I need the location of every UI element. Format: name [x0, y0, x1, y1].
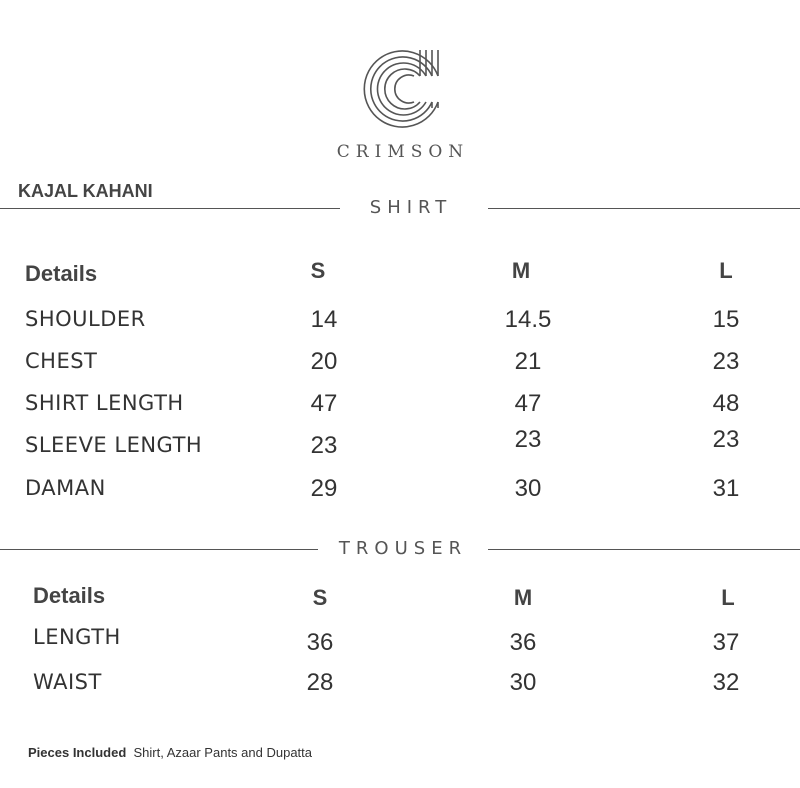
shirt-row-l: 31: [712, 475, 740, 502]
shirt-row-label: SLEEVE LENGTH: [25, 433, 203, 457]
shirt-header-l: L: [719, 258, 733, 283]
trouser-header-s: S: [312, 585, 328, 610]
trouser-row-m: 36: [509, 629, 537, 656]
trouser-row-label: WAIST: [33, 670, 102, 694]
trouser-header-m: M: [513, 585, 533, 610]
brand-name: CRIMSON: [336, 142, 470, 162]
shirt-header-s: S: [310, 258, 326, 283]
pieces-included: [28, 745, 312, 760]
trouser-row-m: 30: [509, 669, 537, 696]
shirt-row-label: CHEST: [25, 349, 98, 373]
shirt-row-m: 30: [514, 475, 542, 502]
shirt-section-title: SHIRT: [369, 197, 453, 218]
shirt-header-details: Details: [25, 261, 98, 286]
trouser-header-l: L: [721, 585, 735, 610]
trouser-header-details: Details: [33, 583, 106, 608]
shirt-row-m: 21: [514, 348, 542, 375]
shirt-row-label: DAMAN: [25, 476, 106, 500]
shirt-row-s: 20: [310, 348, 338, 375]
crimson-c-logo-icon: [358, 46, 444, 132]
shirt-row-s: 23: [310, 432, 338, 459]
shirt-row-m: 23: [514, 426, 542, 453]
shirt-divider-right: [488, 208, 800, 209]
trouser-row-l: 32: [712, 669, 740, 696]
shirt-row-s: 29: [310, 475, 338, 502]
shirt-row-l: 23: [712, 426, 740, 453]
shirt-divider-left: [0, 208, 340, 209]
product-name: KAJAL KAHANI: [18, 181, 153, 201]
trouser-row-s: 28: [306, 669, 334, 696]
shirt-header-m: M: [511, 258, 531, 283]
shirt-row-label: SHOULDER: [25, 307, 146, 331]
shirt-row-s: 14: [310, 306, 338, 333]
shirt-row-label: SHIRT LENGTH: [25, 391, 184, 415]
pieces-included-label: Pieces Included: [28, 745, 127, 760]
pieces-included-value: Shirt, Azaar Pants and Dupatta: [133, 745, 312, 760]
trouser-divider-right: [488, 549, 800, 550]
trouser-row-s: 36: [306, 629, 334, 656]
trouser-divider-left: [0, 549, 318, 550]
shirt-row-m: 47: [514, 390, 542, 417]
shirt-row-s: 47: [310, 390, 338, 417]
trouser-row-label: LENGTH: [33, 625, 121, 649]
trouser-row-l: 37: [712, 629, 740, 656]
trouser-section-title: TROUSER: [338, 538, 468, 559]
shirt-row-l: 23: [712, 348, 740, 375]
shirt-row-m: 14.5: [504, 306, 552, 333]
shirt-row-l: 15: [712, 306, 740, 333]
shirt-row-l: 48: [712, 390, 740, 417]
